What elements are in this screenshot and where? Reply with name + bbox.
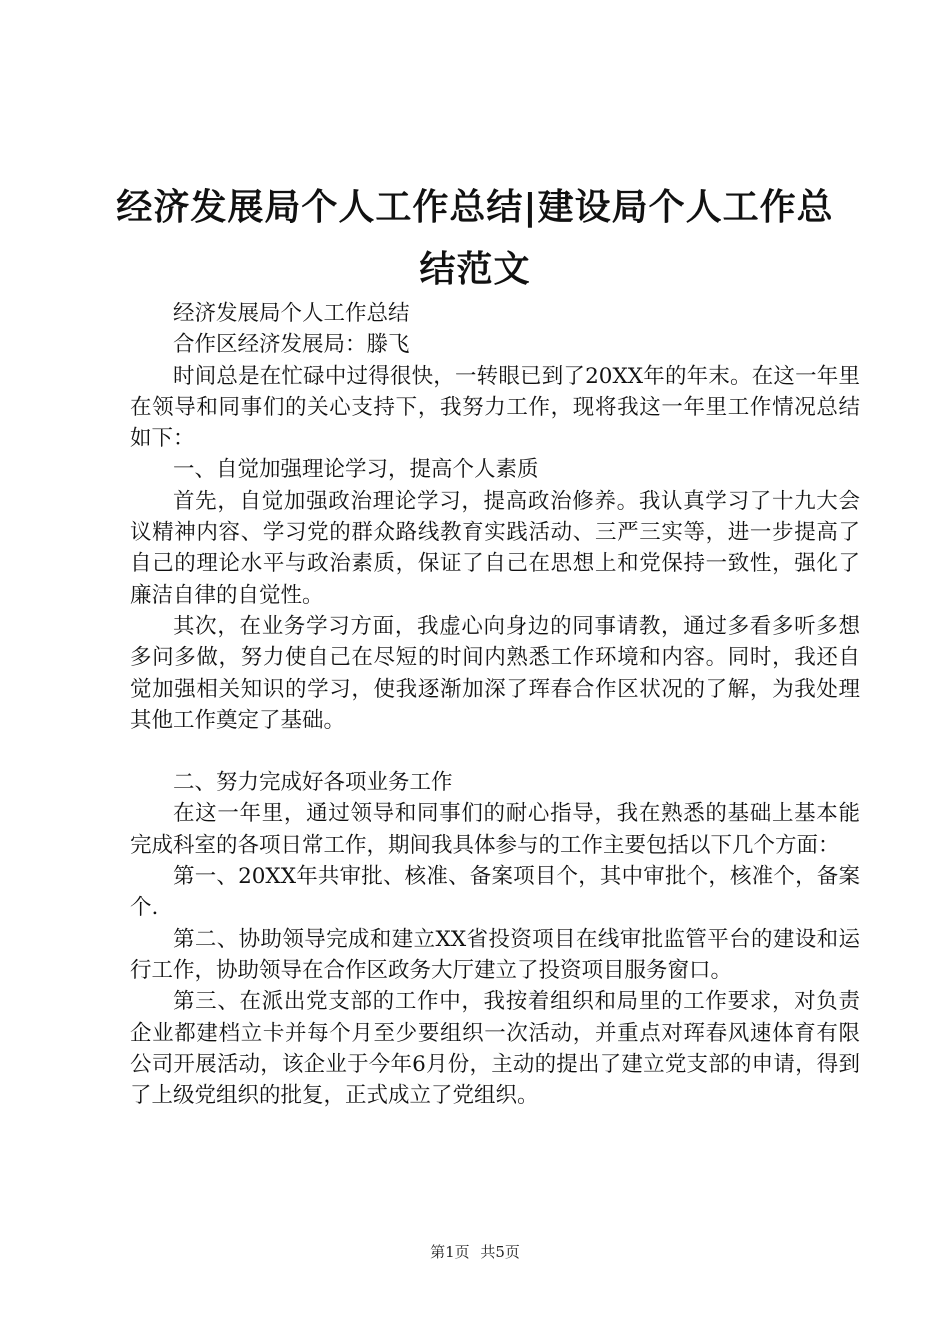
document-title-line-1: 经济发展局个人工作总结|建设局个人工作总 (116, 187, 834, 228)
paragraph: 第一、20XX年共审批、核准、备案项目个，其中审批个，核准个，备案个. (130, 864, 860, 921)
page-total: 共5页 (480, 1243, 520, 1261)
document-title-line-2: 结范文 (419, 249, 531, 290)
paragraph: 首先，自觉加强政治理论学习，提高政治修养。我认真学习了十九大会议精神内容、学习党的群众路线教育实践活动、三严三实等，进一步提高了自己的理论水平与政治素质，保证了自己在思想上和党保持一致性，强化了廉洁自律的自觉性。 (130, 488, 860, 608)
paragraph: 第二、协助领导完成和建立XX省投资项目在线审批监管平台的建设和运行工作，协助领导在合作区政务大厅建立了投资项目服务窗口。 (130, 926, 860, 983)
paragraph: 第三、在派出党支部的工作中，我按着组织和局里的工作要求，对负责企业都建档立卡并每个月至少要组织一次活动，并重点对珲春风速体育有限公司开展活动，该企业于今年6月份，主动的提出了建立党支部的申请，得到了上级党组织的批复，正式成立了党组织。 (130, 989, 860, 1109)
paragraph: 其次，在业务学习方面，我虚心向身边的同事请教，通过多看多听多想多问多做，努力使自己在尽短的时间内熟悉工作环境和内容。同时，我还自觉加强相关知识的学习，使我逐渐加深了珲春合作区状况的了解，为我处理其他工作奠定了基础。 (130, 613, 860, 733)
section-heading-2: 二、努力完成好各项业务工作 (173, 770, 453, 796)
page-number: 第1页 (430, 1243, 470, 1261)
intro-paragraph: 时间总是在忙碌中过得很快，一转眼已到了20XX年的年末。在这一年里在领导和同事们的关心支持下，我努力工作，现将我这一年里工作情况总结如下： (130, 363, 860, 452)
paragraph: 在这一年里，通过领导和同事们的耐心指导，我在熟悉的基础上基本能完成科室的各项日常工作，期间我具体参与的工作主要包括以下几个方面： (130, 801, 860, 858)
page-footer (0, 1242, 950, 1262)
section-heading-1: 一、自觉加强理论学习，提高个人素质 (173, 457, 539, 483)
document-body (130, 298, 860, 1111)
subtitle: 经济发展局个人工作总结 (173, 301, 410, 326)
author-line: 合作区经济发展局：滕飞 (173, 332, 410, 358)
